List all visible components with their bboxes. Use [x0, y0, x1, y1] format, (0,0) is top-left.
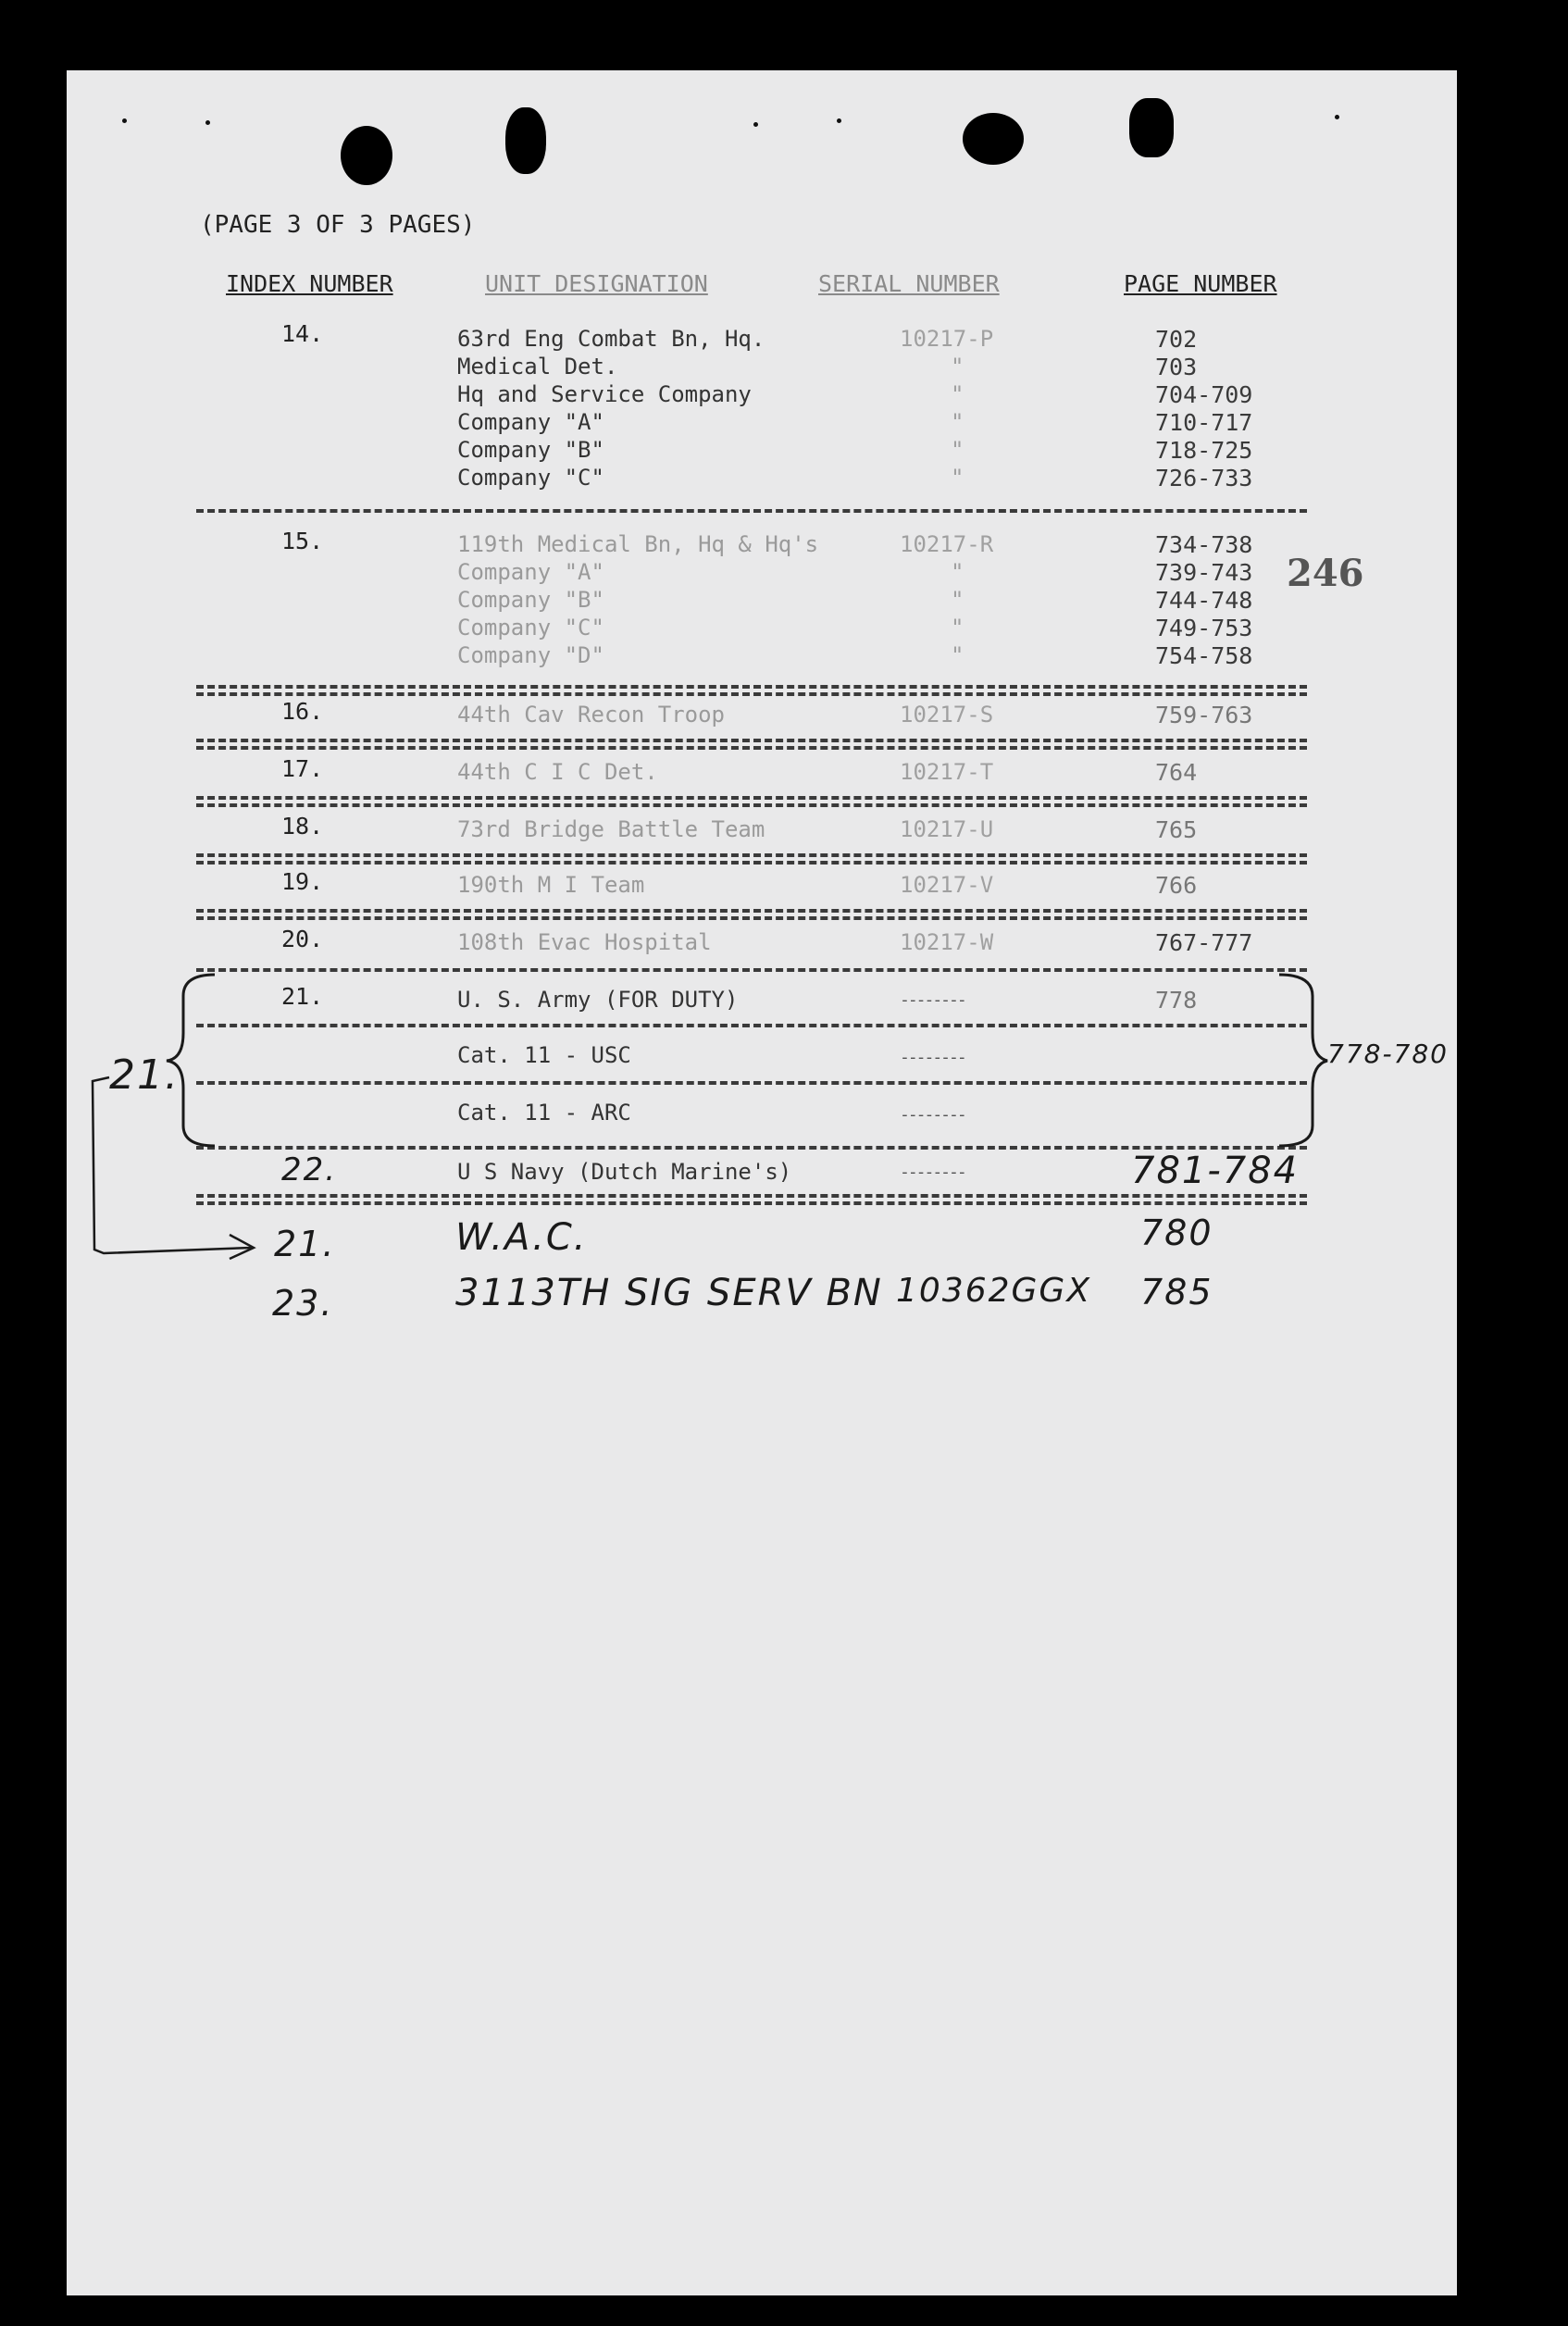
serial-number: ": [951, 409, 964, 435]
page-number: 754-758: [1155, 642, 1253, 669]
serial-number: 10217-P: [900, 326, 994, 352]
unit-designation: Company "C": [457, 465, 604, 491]
serial-number: 10217-R: [900, 531, 994, 557]
handwritten-page-number: 781-784: [1131, 1150, 1300, 1192]
serial-number: ": [951, 587, 964, 613]
serial-number: ": [951, 437, 964, 463]
page-number: 702: [1155, 326, 1198, 353]
handwritten-index: 22.: [281, 1151, 338, 1188]
unit-designation: 73rd Bridge Battle Team: [457, 816, 765, 842]
handwritten-unit: 3113TH SIG SERV BN: [455, 1272, 883, 1314]
page-header: (PAGE 3 OF 3 PAGES): [200, 211, 476, 239]
handwritten-index: 23.: [272, 1283, 334, 1324]
serial-number: 10217-S: [900, 702, 994, 728]
handwritten-bracket-label: 21.: [109, 1051, 180, 1099]
serial-blank: --------: [900, 1048, 965, 1067]
column-header-unit: UNIT DESIGNATION: [485, 270, 708, 297]
serial-number: 10217-W: [900, 929, 994, 955]
handwritten-unit: W.A.C.: [455, 1216, 588, 1259]
unit-designation: 44th Cav Recon Troop: [457, 702, 725, 728]
handwritten-brackets: [67, 70, 1457, 2295]
index-number: 15.: [281, 528, 324, 554]
serial-number: ": [951, 615, 964, 641]
serial-number: 10217-U: [900, 816, 994, 842]
serial-number: ": [951, 354, 964, 379]
unit-designation: 44th C I C Det.: [457, 759, 658, 785]
unit-designation: 119th Medical Bn, Hq & Hq's: [457, 531, 819, 557]
unit-designation: Company "B": [457, 587, 604, 613]
page-number: 766: [1155, 872, 1198, 899]
serial-blank: --------: [900, 1105, 965, 1125]
unit-designation: 63rd Eng Combat Bn, Hq.: [457, 326, 765, 352]
page-number: 726-733: [1155, 465, 1253, 491]
serial-number: ": [951, 465, 964, 491]
index-number: 20.: [281, 926, 324, 952]
unit-designation: Company "C": [457, 615, 604, 641]
unit-designation: 108th Evac Hospital: [457, 929, 712, 955]
page-number: 749-753: [1155, 615, 1253, 641]
index-number: 14.: [281, 320, 324, 347]
serial-number: ": [951, 559, 964, 585]
unit-designation: Company "A": [457, 559, 604, 585]
handwritten-page-number: 780: [1140, 1213, 1213, 1253]
page-number: 759-763: [1155, 702, 1253, 728]
page-number: 764: [1155, 759, 1198, 786]
serial-number: 10217-T: [900, 759, 994, 785]
page-number: 704-709: [1155, 381, 1253, 408]
page-number: 739-743: [1155, 559, 1253, 586]
index-number: 17.: [281, 755, 324, 782]
document-page: [67, 70, 1457, 2295]
unit-designation: U S Navy (Dutch Marine's): [457, 1159, 792, 1185]
unit-designation: Company "B": [457, 437, 604, 463]
unit-designation: Company "D": [457, 642, 604, 668]
handwritten-page-range: 778-780: [1327, 1039, 1449, 1069]
handwritten-serial: 10362GGX: [896, 1272, 1091, 1310]
unit-designation: U. S. Army (FOR DUTY): [457, 987, 739, 1013]
column-header-page: PAGE NUMBER: [1124, 270, 1277, 297]
page-number: 718-725: [1155, 437, 1253, 464]
serial-number: ": [951, 381, 964, 407]
page-number: 765: [1155, 816, 1198, 843]
page-number: 703: [1155, 354, 1198, 380]
index-number: 18.: [281, 813, 324, 840]
serial-blank: --------: [900, 990, 965, 1010]
index-number: 19.: [281, 868, 324, 895]
page-number: 744-748: [1155, 587, 1253, 614]
page-number: 767-777: [1155, 929, 1253, 956]
unit-designation: Cat. 11 - ARC: [457, 1100, 631, 1126]
index-number: 16.: [281, 698, 324, 725]
column-header-index: INDEX NUMBER: [226, 270, 393, 297]
serial-number: 10217-V: [900, 872, 994, 898]
index-number: 21.: [281, 983, 324, 1010]
serial-blank: --------: [900, 1163, 965, 1182]
serial-number: ": [951, 642, 964, 668]
page-number: 778: [1155, 987, 1198, 1014]
unit-designation: Medical Det.: [457, 354, 618, 379]
column-header-serial: SERIAL NUMBER: [818, 270, 1000, 297]
unit-designation: 190th M I Team: [457, 872, 645, 898]
handwritten-index: 21.: [274, 1224, 336, 1264]
handwritten-page-number: 785: [1140, 1272, 1213, 1312]
unit-designation: Company "A": [457, 409, 604, 435]
unit-designation: Hq and Service Company: [457, 381, 752, 407]
page-number: 734-738: [1155, 531, 1253, 558]
page-stamp-number: 246: [1287, 552, 1364, 595]
unit-designation: Cat. 11 - USC: [457, 1042, 631, 1068]
page-number: 710-717: [1155, 409, 1253, 436]
